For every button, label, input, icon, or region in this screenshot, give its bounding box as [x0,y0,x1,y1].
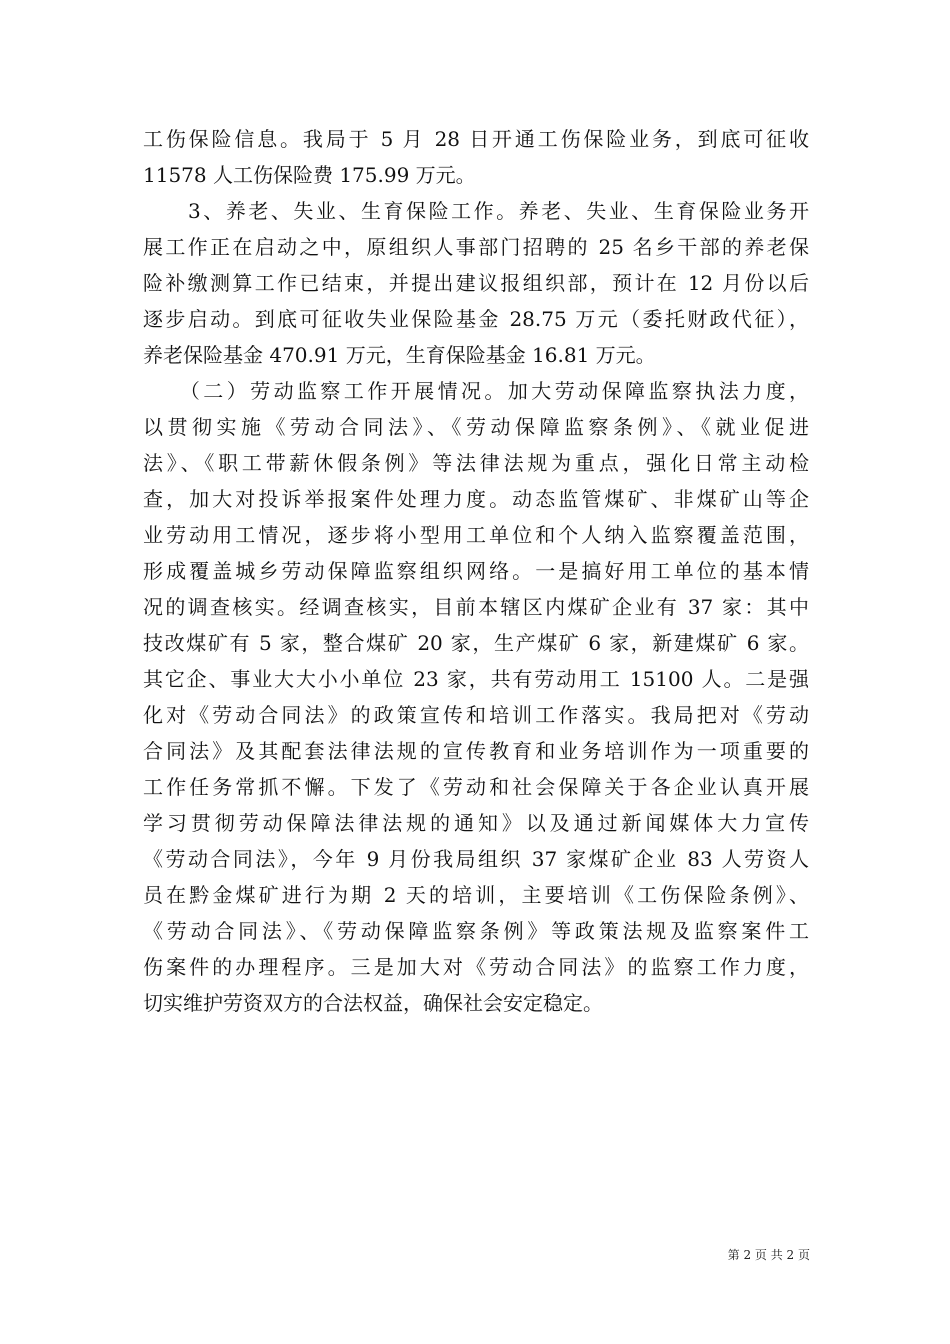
page-number: 第 2 页 共 2 页 [727,1248,810,1262]
text-line: 学习贯彻劳动保障法律法规的通知》以及通过新闻媒体大力宣传 [143,811,809,835]
body-text [143,121,809,1021]
text-line: 逐步启动。到底可征收失业保险基金 28.75 万元（委托财政代征）， [143,307,809,331]
text-line: 业劳动用工情况，逐步将小型用工单位和个人纳入监察覆盖范围， [143,523,809,547]
text-line: 况的调查核实。经调查核实，目前本辖区内煤矿企业有 37 家：其中 [143,595,809,619]
text-line: 伤案件的办理程序。三是加大对《劳动合同法》的监察工作力度， [143,955,809,979]
text-line: 其它企、事业大大小小单位 23 家，共有劳动用工 15100 人。二是强 [143,667,809,691]
text-line: 险补缴测算工作已结束，并提出建议报组织部，预计在 12 月份以后 [143,271,809,295]
text-line: 工伤保险信息。我局于 5 月 28 日开通工伤保险业务，到底可征收 [143,127,809,151]
text-line: 工作任务常抓不懈。下发了《劳动和社会保障关于各企业认真开展 [143,775,809,799]
text-line: 展工作正在启动之中，原组织人事部门招聘的 25 名乡干部的养老保 [143,235,809,259]
text-line: 合同法》及其配套法律法规的宣传教育和业务培训作为一项重要的 [143,739,809,763]
text-line: （二）劳动监察工作开展情况。加大劳动保障监察执法力度， [143,379,809,403]
text-line: 《劳动合同法》，今年 9 月份我局组织 37 家煤矿企业 83 人劳资人 [143,847,809,871]
text-line: 化对《劳动合同法》的政策宣传和培训工作落实。我局把对《劳动 [143,703,809,727]
text-line: 《劳动合同法》、《劳动保障监察条例》等政策法规及监察案件工 [143,919,809,943]
text-line: 员在黔金煤矿进行为期 2 天的培训，主要培训《工伤保险条例》、 [143,883,809,907]
text-line: 以贯彻实施《劳动合同法》、《劳动保障监察条例》、《就业促进 [143,415,809,439]
text-line: 养老保险基金 470.91 万元，生育保险基金 16.81 万元。 [143,343,656,367]
text-line: 切实维护劳资双方的合法权益，确保社会安定稳定。 [143,991,603,1015]
text-line: 技改煤矿有 5 家，整合煤矿 20 家，生产煤矿 6 家，新建煤矿 6 家。 [143,631,809,655]
text-line: 3、养老、失业、生育保险工作。养老、失业、生育保险业务开 [143,199,809,223]
text-line: 查，加大对投诉举报案件处理力度。动态监管煤矿、非煤矿山等企 [143,487,809,511]
text-line: 法》、《职工带薪休假条例》等法律法规为重点，强化日常主动检 [143,451,809,475]
text-line: 11578 人工伤保险费 175.99 万元。 [143,163,476,187]
text-line: 形成覆盖城乡劳动保障监察组织网络。一是搞好用工单位的基本情 [143,559,809,583]
